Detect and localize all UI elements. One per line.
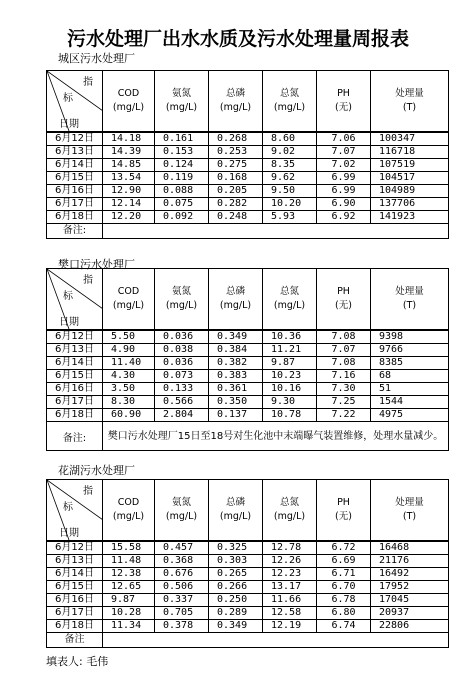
value-cell: 9.87 bbox=[263, 357, 317, 370]
value-cell: 12.38 bbox=[103, 568, 155, 581]
value-cell: 0.038 bbox=[155, 344, 209, 357]
column-unit: (T) bbox=[402, 511, 417, 522]
value-cell: 12.58 bbox=[263, 607, 317, 620]
column-unit: (无) bbox=[335, 300, 352, 311]
value-cell: 12.65 bbox=[103, 581, 155, 594]
column-unit: (mg/L) bbox=[273, 511, 306, 522]
date-cell: 6月14日 bbox=[47, 357, 103, 370]
date-cell: 6月15日 bbox=[47, 172, 103, 185]
value-cell: 11.21 bbox=[263, 344, 317, 357]
table-row bbox=[47, 211, 449, 224]
value-cell: 0.268 bbox=[209, 132, 263, 146]
value-cell: 2.804 bbox=[155, 409, 209, 422]
value-cell: 0.457 bbox=[155, 541, 209, 555]
value-cell: 9.50 bbox=[263, 185, 317, 198]
date-cell: 6月18日 bbox=[47, 211, 103, 224]
column-header bbox=[209, 480, 263, 542]
value-cell: 22806 bbox=[371, 620, 449, 633]
column-name: 处理量 bbox=[395, 88, 424, 99]
value-cell: 51 bbox=[371, 383, 449, 396]
date-cell: 6月16日 bbox=[47, 383, 103, 396]
value-cell: 9.87 bbox=[103, 594, 155, 607]
table-row bbox=[47, 330, 449, 344]
value-cell: 0.124 bbox=[155, 159, 209, 172]
column-header bbox=[155, 71, 209, 133]
table-row bbox=[47, 607, 449, 620]
value-cell: 8.35 bbox=[263, 159, 317, 172]
value-cell: 15.58 bbox=[103, 541, 155, 555]
value-cell: 12.90 bbox=[103, 185, 155, 198]
value-cell: 12.23 bbox=[263, 568, 317, 581]
corner-top-label: 指 bbox=[83, 77, 93, 88]
table-row bbox=[47, 620, 449, 633]
value-cell: 0.303 bbox=[209, 555, 263, 568]
value-cell: 0.282 bbox=[209, 198, 263, 211]
value-cell: 4975 bbox=[371, 409, 449, 422]
value-cell: 0.361 bbox=[209, 383, 263, 396]
value-cell: 6.72 bbox=[317, 541, 371, 555]
value-cell: 0.036 bbox=[155, 330, 209, 344]
value-cell: 11.40 bbox=[103, 357, 155, 370]
corner-top-label: 指 bbox=[83, 275, 93, 286]
table-row bbox=[47, 146, 449, 159]
table-row bbox=[47, 568, 449, 581]
value-cell: 0.266 bbox=[209, 581, 263, 594]
value-cell: 14.39 bbox=[103, 146, 155, 159]
value-cell: 12.78 bbox=[263, 541, 317, 555]
column-header bbox=[103, 269, 155, 331]
table-row bbox=[47, 172, 449, 185]
column-unit: (mg/L) bbox=[112, 300, 145, 311]
column-unit: (mg/L) bbox=[219, 511, 252, 522]
column-unit: (mg/L) bbox=[219, 102, 252, 113]
value-cell: 3.50 bbox=[103, 383, 155, 396]
value-cell: 0.161 bbox=[155, 132, 209, 146]
value-cell: 0.250 bbox=[209, 594, 263, 607]
column-name: 处理量 bbox=[395, 497, 424, 508]
value-cell: 68 bbox=[371, 370, 449, 383]
column-header bbox=[155, 480, 209, 542]
table-row bbox=[47, 383, 449, 396]
table-row bbox=[47, 198, 449, 211]
value-cell: 107519 bbox=[371, 159, 449, 172]
corner-bottom-label: 日期 bbox=[59, 317, 79, 328]
column-unit: (mg/L) bbox=[165, 300, 198, 311]
value-cell: 0.368 bbox=[155, 555, 209, 568]
note-row bbox=[47, 422, 449, 451]
column-name: 总磷 bbox=[225, 286, 245, 297]
value-cell: 7.07 bbox=[317, 146, 371, 159]
table-row bbox=[47, 159, 449, 172]
value-cell: 14.18 bbox=[103, 132, 155, 146]
corner-mid-label: 标 bbox=[63, 502, 73, 513]
value-cell: 6.78 bbox=[317, 594, 371, 607]
column-name: 处理量 bbox=[395, 286, 424, 297]
corner-bottom-label: 日期 bbox=[59, 119, 79, 130]
value-cell: 9398 bbox=[371, 330, 449, 344]
value-cell: 10.28 bbox=[103, 607, 155, 620]
note-label: 备注 bbox=[47, 633, 103, 648]
column-unit: (mg/L) bbox=[273, 102, 306, 113]
value-cell: 0.289 bbox=[209, 607, 263, 620]
value-cell: 21176 bbox=[371, 555, 449, 568]
column-unit: (mg/L) bbox=[165, 102, 198, 113]
value-cell: 0.350 bbox=[209, 396, 263, 409]
date-cell: 6月13日 bbox=[47, 146, 103, 159]
value-cell: 11.34 bbox=[103, 620, 155, 633]
date-cell: 6月15日 bbox=[47, 370, 103, 383]
corner-bottom-label: 日期 bbox=[59, 528, 79, 539]
column-unit: (T) bbox=[402, 300, 417, 311]
column-name: PH bbox=[337, 286, 350, 297]
date-cell: 6月16日 bbox=[47, 185, 103, 198]
value-cell: 7.07 bbox=[317, 344, 371, 357]
column-header bbox=[263, 480, 317, 542]
value-cell: 12.19 bbox=[263, 620, 317, 633]
value-cell: 137706 bbox=[371, 198, 449, 211]
value-cell: 7.08 bbox=[317, 357, 371, 370]
column-header bbox=[371, 71, 449, 133]
value-cell: 8.60 bbox=[263, 132, 317, 146]
page-title: 污水处理厂出水水质及污水处理量周报表 bbox=[66, 28, 409, 50]
value-cell: 4.90 bbox=[103, 344, 155, 357]
value-cell: 6.69 bbox=[317, 555, 371, 568]
value-cell: 0.349 bbox=[209, 620, 263, 633]
value-cell: 0.676 bbox=[155, 568, 209, 581]
table-row bbox=[47, 185, 449, 198]
report-table bbox=[46, 70, 449, 239]
note-label: 备注: bbox=[47, 224, 103, 239]
note-content bbox=[103, 633, 449, 648]
column-name: PH bbox=[337, 88, 350, 99]
section-label: 樊口污水处理厂 bbox=[58, 258, 135, 271]
value-cell: 14.85 bbox=[103, 159, 155, 172]
value-cell: 0.036 bbox=[155, 357, 209, 370]
value-cell: 6.92 bbox=[317, 211, 371, 224]
column-unit: (T) bbox=[402, 102, 417, 113]
column-name: PH bbox=[337, 497, 350, 508]
section-label: 花湖污水处理厂 bbox=[58, 464, 135, 477]
value-cell: 0.325 bbox=[209, 541, 263, 555]
value-cell: 9.30 bbox=[263, 396, 317, 409]
value-cell: 0.566 bbox=[155, 396, 209, 409]
date-cell: 6月16日 bbox=[47, 594, 103, 607]
value-cell: 13.17 bbox=[263, 581, 317, 594]
table-row bbox=[47, 396, 449, 409]
value-cell: 0.275 bbox=[209, 159, 263, 172]
table-row bbox=[47, 370, 449, 383]
value-cell: 0.506 bbox=[155, 581, 209, 594]
corner-mid-label: 标 bbox=[63, 291, 73, 302]
value-cell: 100347 bbox=[371, 132, 449, 146]
date-cell: 6月14日 bbox=[47, 568, 103, 581]
column-name: COD bbox=[117, 497, 140, 508]
value-cell: 8385 bbox=[371, 357, 449, 370]
value-cell: 10.16 bbox=[263, 383, 317, 396]
value-cell: 5.93 bbox=[263, 211, 317, 224]
value-cell: 6.99 bbox=[317, 172, 371, 185]
value-cell: 13.54 bbox=[103, 172, 155, 185]
value-cell: 0.265 bbox=[209, 568, 263, 581]
value-cell: 12.14 bbox=[103, 198, 155, 211]
column-unit: (mg/L) bbox=[273, 300, 306, 311]
value-cell: 6.99 bbox=[317, 185, 371, 198]
section-label: 城区污水处理厂 bbox=[58, 52, 135, 65]
date-cell: 6月15日 bbox=[47, 581, 103, 594]
corner-header-cell bbox=[47, 269, 103, 331]
value-cell: 7.30 bbox=[317, 383, 371, 396]
value-cell: 0.383 bbox=[209, 370, 263, 383]
value-cell: 17952 bbox=[371, 581, 449, 594]
date-cell: 6月14日 bbox=[47, 159, 103, 172]
date-cell: 6月12日 bbox=[47, 132, 103, 146]
column-name: 氨氮 bbox=[171, 497, 191, 508]
date-cell: 6月18日 bbox=[47, 620, 103, 633]
table-row bbox=[47, 409, 449, 422]
date-cell: 6月17日 bbox=[47, 198, 103, 211]
value-cell: 0.075 bbox=[155, 198, 209, 211]
column-name: 总氮 bbox=[279, 497, 299, 508]
value-cell: 0.205 bbox=[209, 185, 263, 198]
value-cell: 7.08 bbox=[317, 330, 371, 344]
table-row bbox=[47, 581, 449, 594]
column-name: 总磷 bbox=[225, 88, 245, 99]
value-cell: 116718 bbox=[371, 146, 449, 159]
column-name: 氨氮 bbox=[171, 286, 191, 297]
value-cell: 9.02 bbox=[263, 146, 317, 159]
value-cell: 11.48 bbox=[103, 555, 155, 568]
column-unit: (mg/L) bbox=[165, 511, 198, 522]
value-cell: 0.073 bbox=[155, 370, 209, 383]
column-header bbox=[209, 71, 263, 133]
column-unit: (mg/L) bbox=[219, 300, 252, 311]
value-cell: 9.62 bbox=[263, 172, 317, 185]
column-unit: (mg/L) bbox=[112, 511, 145, 522]
value-cell: 8.30 bbox=[103, 396, 155, 409]
value-cell: 10.36 bbox=[263, 330, 317, 344]
column-name: 总氮 bbox=[279, 88, 299, 99]
value-cell: 104517 bbox=[371, 172, 449, 185]
value-cell: 104989 bbox=[371, 185, 449, 198]
value-cell: 16468 bbox=[371, 541, 449, 555]
value-cell: 0.349 bbox=[209, 330, 263, 344]
value-cell: 0.384 bbox=[209, 344, 263, 357]
table-row bbox=[47, 541, 449, 555]
column-header bbox=[103, 480, 155, 542]
value-cell: 0.168 bbox=[209, 172, 263, 185]
note-row bbox=[47, 224, 449, 239]
column-header bbox=[263, 71, 317, 133]
value-cell: 6.71 bbox=[317, 568, 371, 581]
date-cell: 6月13日 bbox=[47, 555, 103, 568]
value-cell: 0.382 bbox=[209, 357, 263, 370]
value-cell: 141923 bbox=[371, 211, 449, 224]
value-cell: 0.248 bbox=[209, 211, 263, 224]
corner-header-cell bbox=[47, 71, 103, 133]
value-cell: 6.90 bbox=[317, 198, 371, 211]
value-cell: 6.80 bbox=[317, 607, 371, 620]
corner-top-label: 指 bbox=[83, 486, 93, 497]
date-cell: 6月18日 bbox=[47, 409, 103, 422]
header-row bbox=[47, 480, 449, 542]
column-unit: (无) bbox=[335, 511, 352, 522]
value-cell: 0.133 bbox=[155, 383, 209, 396]
column-header bbox=[209, 269, 263, 331]
value-cell: 60.90 bbox=[103, 409, 155, 422]
column-header bbox=[371, 269, 449, 331]
column-header bbox=[103, 71, 155, 133]
value-cell: 7.02 bbox=[317, 159, 371, 172]
value-cell: 16492 bbox=[371, 568, 449, 581]
column-header bbox=[317, 480, 371, 542]
value-cell: 12.26 bbox=[263, 555, 317, 568]
value-cell: 7.06 bbox=[317, 132, 371, 146]
column-header bbox=[263, 269, 317, 331]
value-cell: 0.337 bbox=[155, 594, 209, 607]
report-table bbox=[46, 268, 449, 451]
column-header bbox=[317, 269, 371, 331]
value-cell: 0.705 bbox=[155, 607, 209, 620]
corner-mid-label: 标 bbox=[63, 93, 73, 104]
column-name: 氨氮 bbox=[171, 88, 191, 99]
note-row bbox=[47, 633, 449, 648]
note-content bbox=[103, 422, 449, 451]
value-cell: 12.20 bbox=[103, 211, 155, 224]
note-text: 樊口污水处理厂15日至18号对生化池中末端曝气装置维修，处理水量减少。 bbox=[107, 430, 444, 442]
value-cell: 7.25 bbox=[317, 396, 371, 409]
table-row bbox=[47, 357, 449, 370]
date-cell: 6月17日 bbox=[47, 396, 103, 409]
value-cell: 20937 bbox=[371, 607, 449, 620]
column-unit: (mg/L) bbox=[112, 102, 145, 113]
table-row bbox=[47, 344, 449, 357]
value-cell: 0.119 bbox=[155, 172, 209, 185]
column-name: COD bbox=[117, 286, 140, 297]
date-cell: 6月17日 bbox=[47, 607, 103, 620]
value-cell: 10.78 bbox=[263, 409, 317, 422]
value-cell: 4.30 bbox=[103, 370, 155, 383]
note-label: 备注: bbox=[47, 422, 103, 451]
value-cell: 0.088 bbox=[155, 185, 209, 198]
date-cell: 6月12日 bbox=[47, 330, 103, 344]
corner-header-cell bbox=[47, 480, 103, 542]
value-cell: 10.20 bbox=[263, 198, 317, 211]
value-cell: 10.23 bbox=[263, 370, 317, 383]
value-cell: 0.153 bbox=[155, 146, 209, 159]
table-row bbox=[47, 594, 449, 607]
header-row bbox=[47, 269, 449, 331]
value-cell: 9766 bbox=[371, 344, 449, 357]
date-cell: 6月13日 bbox=[47, 344, 103, 357]
value-cell: 6.74 bbox=[317, 620, 371, 633]
column-name: 总磷 bbox=[225, 497, 245, 508]
column-header bbox=[155, 269, 209, 331]
value-cell: 7.22 bbox=[317, 409, 371, 422]
value-cell: 1544 bbox=[371, 396, 449, 409]
value-cell: 17045 bbox=[371, 594, 449, 607]
column-header bbox=[371, 480, 449, 542]
filler-label: 填表人: 毛伟 bbox=[46, 655, 109, 668]
column-name: COD bbox=[117, 88, 140, 99]
value-cell: 5.50 bbox=[103, 330, 155, 344]
value-cell: 0.378 bbox=[155, 620, 209, 633]
value-cell: 11.66 bbox=[263, 594, 317, 607]
table-row bbox=[47, 555, 449, 568]
column-name: 总氮 bbox=[279, 286, 299, 297]
value-cell: 0.092 bbox=[155, 211, 209, 224]
report-table bbox=[46, 479, 449, 648]
note-content bbox=[103, 224, 449, 239]
table-row bbox=[47, 132, 449, 146]
value-cell: 0.253 bbox=[209, 146, 263, 159]
column-unit: (无) bbox=[335, 102, 352, 113]
value-cell: 0.137 bbox=[209, 409, 263, 422]
header-row bbox=[47, 71, 449, 133]
column-header bbox=[317, 71, 371, 133]
value-cell: 7.16 bbox=[317, 370, 371, 383]
value-cell: 6.70 bbox=[317, 581, 371, 594]
date-cell: 6月12日 bbox=[47, 541, 103, 555]
